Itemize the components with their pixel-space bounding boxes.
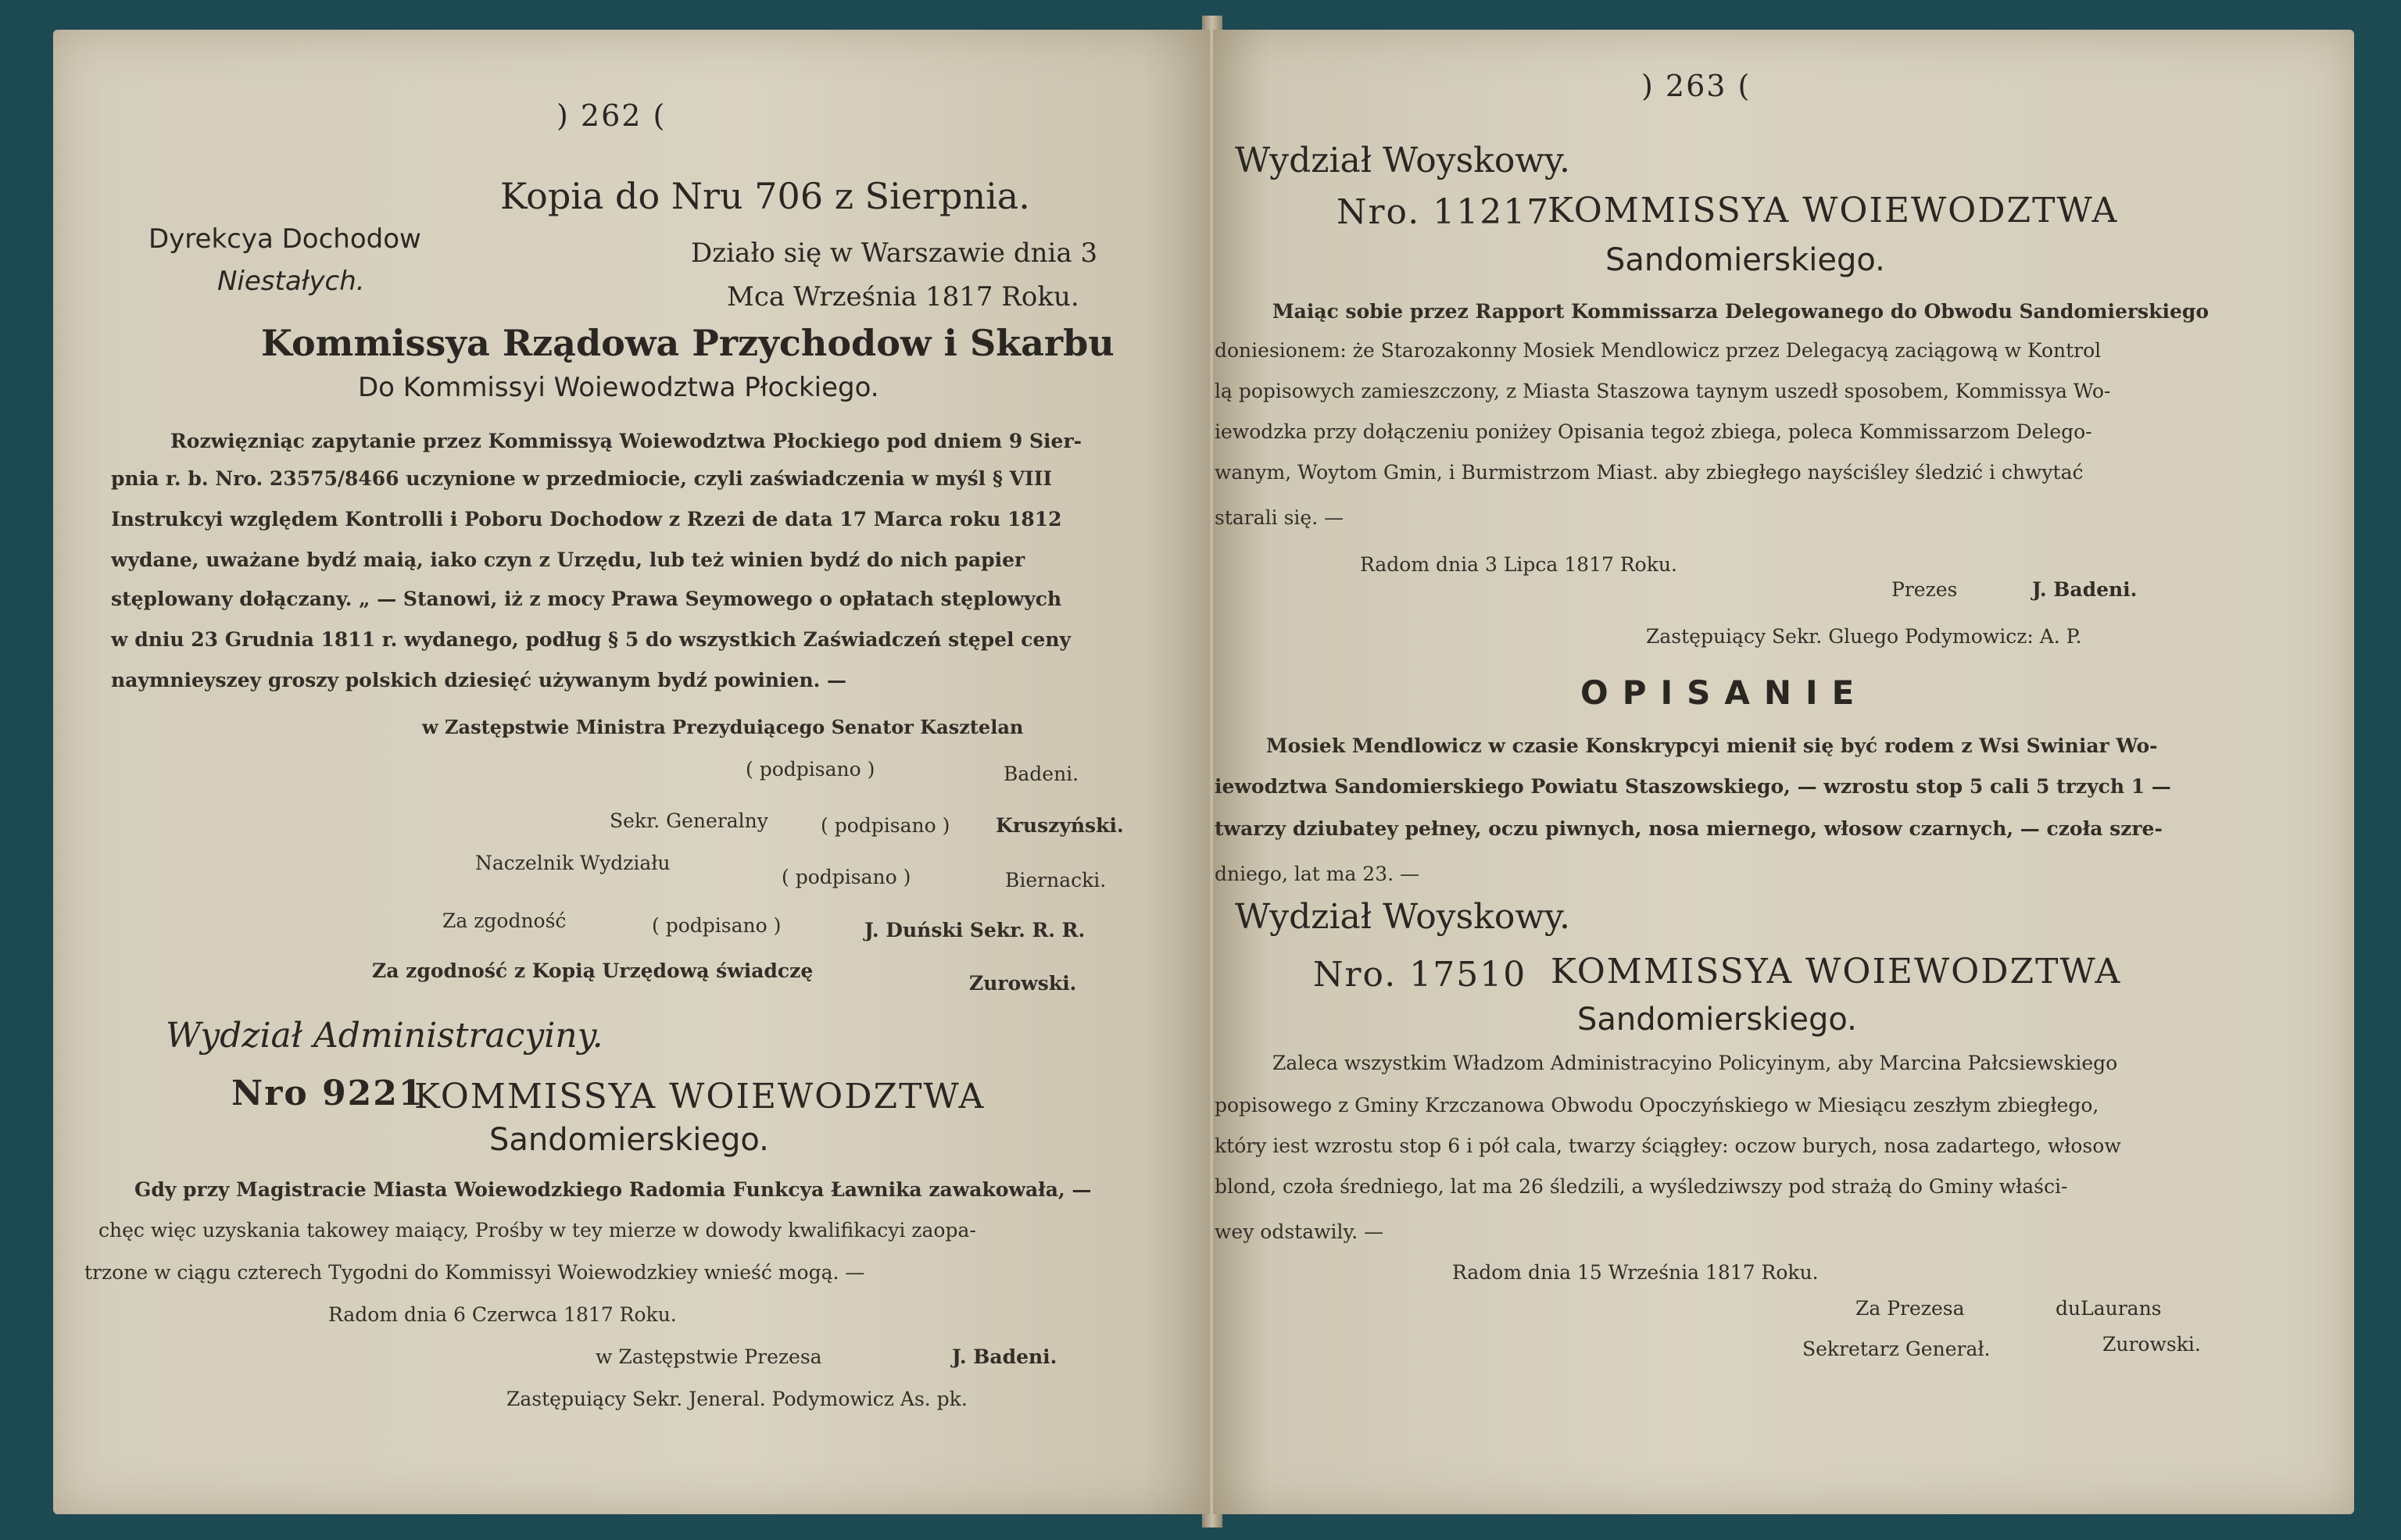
zastepuiacy-sekr-right: Zastępuiący Sekr. Gluego Podymowicz: A. P.	[1646, 625, 2082, 648]
page-number-right: ) 263 (	[1641, 69, 1752, 103]
date-line-2: Mca Września 1817 Roku.	[727, 281, 1079, 313]
left-para2-line: chęc więc uzyskania takowey maiący, Prośby w tey mierze w dowody kwalifikacyi zaopa-	[98, 1219, 976, 1242]
left-para2-line: Gdy przy Magistracie Miasta Woiewodzkiego Radomia Funkcya Ławnika zawakowała, —	[134, 1178, 1092, 1201]
kommissya-title-left: KOMMISSYA WOIEWODZTWA	[414, 1077, 986, 1117]
opis-line: iewodztwa Sandomierskiego Powiatu Staszowskiego, — wzrostu stop 5 cali 5 trzych 1 —	[1215, 775, 2171, 798]
sign-line: w Zastępstwie Ministra Prezyduiącego Senator Kasztelan	[422, 716, 1024, 738]
opis-line: twarzy dziubatey pełney, oczu piwnych, nosa miernego, włosow czarnych, — czoła szre-	[1215, 817, 2163, 840]
wydzial-administracyiny: Wydział Administracyiny.	[166, 1016, 603, 1056]
radom-date-right-2: Radom dnia 15 Września 1817 Roku.	[1452, 1261, 1819, 1284]
paragraph-line: wydane, uważane bydź maią, iako czyn z Urzędu, lub też winien bydź do nich papier	[111, 548, 1025, 571]
right-para2-line: Zaleca wszystkim Władzom Administracyino Policyinym, aby Marcina Pałcsiewskiego	[1272, 1052, 2118, 1074]
right-para1-line: iewodzka przy dołączeniu poniżey Opisania tegoż zbiega, poleca Kommissarzom Delego-	[1215, 420, 2092, 443]
sign-badeni: Badeni.	[1004, 763, 1079, 785]
zgodnosc-label: Za zgodność	[442, 909, 567, 932]
prezes-name: J. Badeni.	[2032, 578, 2138, 601]
za-prezesa: Za Prezesa	[1855, 1297, 1965, 1320]
sekretarz-name: Zurowski.	[2102, 1333, 2201, 1356]
sekr-name: Kruszyński.	[996, 814, 1124, 837]
dept-line-2: Niestałych.	[217, 266, 365, 297]
radom-date-right-1: Radom dnia 3 Lipca 1817 Roku.	[1360, 553, 1677, 576]
right-para1-line: Maiąc sobie przez Rapport Kommissarza Delegowanego do Obwodu Sandomierskiego	[1272, 300, 2210, 323]
paragraph-line: Rozwięzniąc zapytanie przez Kommissyą Woiewodztwa Płockiego pod dniem 9 Sier-	[170, 430, 1082, 452]
left-para2-line: trzone w ciągu czterech Tygodni do Kommissyi Woiewodzkiey wnieść mogą. —	[84, 1261, 865, 1284]
right-para1-line: doniesionem: że Starozakonny Mosiek Mendlowicz przez Delegacyą zaciągową w Kontrol	[1215, 339, 2102, 362]
page-number-left: ) 262 (	[556, 98, 667, 133]
wydzial-woyskowy-1: Wydział Woyskowy.	[1235, 141, 1570, 180]
nacz-name: Biernacki.	[1005, 869, 1107, 891]
nro-9221: Nro 9221	[231, 1074, 424, 1113]
right-para2-line: wey odstawily. —	[1215, 1220, 1384, 1243]
date-line-1: Działo się w Warszawie dnia 3	[691, 238, 1098, 269]
nro-17510: Nro. 17510	[1313, 955, 1527, 995]
prezes-label: Prezes	[1891, 578, 1958, 601]
laurans-name: duLaurans	[2056, 1297, 2162, 1320]
right-para2-line: który iest wzrostu stop 6 i pół cala, twarzy ściągłey: oczow burych, nosa zadartego, włosow	[1215, 1134, 2121, 1157]
opis-line: dniego, lat ma 23. —	[1215, 863, 1419, 885]
right-para2-line: popisowego z Gminy Krzczanowa Obwodu Opoczyńskiego w Miesiącu zeszłym zbiegłego,	[1215, 1094, 2099, 1117]
zgodnosc-podpisano: ( podpisano )	[652, 914, 782, 937]
right-para2-line: blond, czoła średniego, lat ma 26 śledzili, a wyśledziwszy pod strażą do Gminy właści-	[1215, 1175, 2068, 1198]
opisanie-heading: OPISANIE	[1580, 674, 1869, 712]
zgodnosc-kopia-label: Za zgodność z Kopią Urzędową świadczę	[372, 959, 814, 982]
sign-podpisano: ( podpisano )	[746, 758, 875, 781]
commission-title: Kommissya Rządowa Przychodow i Skarbu	[261, 322, 1115, 364]
sekr-label: Sekr. Generalny	[610, 809, 768, 832]
dept-line-1: Dyrekcya Dochodow	[148, 223, 421, 255]
right-para1-line: wanym, Woytom Gmin, i Burmistrzom Miast. aby zbiegłego nayściśley śledzić i chwytać	[1215, 461, 2084, 484]
sandomierskiego-right-2: Sandomierskiego.	[1577, 1002, 1857, 1038]
sekretarz-label: Sekretarz Generał.	[1802, 1338, 1991, 1360]
zgodnosc-kopia-name: Zurowski.	[969, 972, 1077, 995]
paragraph-line: naymnieyszey groszy polskich dziesięć używanym bydź powinien. —	[111, 669, 847, 691]
sandomierskiego-left: Sandomierskiego.	[489, 1122, 769, 1158]
zastepstwie-name: J. Badeni.	[952, 1345, 1057, 1368]
paragraph-line: Instrukcyi względem Kontrolli i Poboru Dochodow z Rzezi de data 17 Marca roku 1812	[111, 508, 1062, 531]
zastepstwie-line: w Zastępstwie Prezesa	[596, 1345, 822, 1368]
paragraph-line: pnia r. b. Nro. 23575/8466 uczynione w przedmiocie, czyli zaświadczenia w myśl § VIII	[111, 467, 1053, 490]
sandomierskiego-right-1: Sandomierskiego.	[1605, 242, 1885, 278]
kommissya-title-right-2: KOMMISSYA WOIEWODZTWA	[1551, 952, 2122, 992]
opis-line: Mosiek Mendlowicz w czasie Konskrypcyi mienił się być rodem z Wsi Swiniar Wo-	[1266, 734, 2158, 757]
kommissya-title-right-1: KOMMISSYA WOIEWODZTWA	[1548, 191, 2119, 230]
heading-kopia: Kopia do Nru 706 z Sierpnia.	[500, 175, 1030, 217]
paragraph-line: w dniu 23 Grudnia 1811 r. wydanego, podług § 5 do wszystkich Zaświadczeń stępel ceny	[111, 628, 1072, 651]
nro-11217: Nro. 11217	[1336, 192, 1551, 232]
radom-date-left: Radom dnia 6 Czerwca 1817 Roku.	[328, 1303, 677, 1326]
nacz-podpisano: ( podpisano )	[782, 866, 911, 888]
right-para1-line: lą popisowych zamieszczony, z Miasta Staszowa taynym uszedł sposobem, Kommissya Wo-	[1215, 380, 2111, 402]
wydzial-woyskowy-2: Wydział Woyskowy.	[1235, 897, 1570, 937]
nacz-label: Naczelnik Wydziału	[475, 852, 671, 874]
sekr-podpisano: ( podpisano )	[821, 814, 950, 837]
addressee: Do Kommissyi Woiewodztwa Płockiego.	[358, 372, 879, 403]
zastepuiacy-sekr-left: Zastępuiący Sekr. Jeneral. Podymowicz As. pk.	[506, 1388, 968, 1410]
paragraph-line: stęplowany dołączany. „ — Stanowi, iż z mocy Prawa Seymowego o opłatach stęplowych	[111, 588, 1062, 610]
right-para1-line: starali się. —	[1215, 506, 1344, 529]
zgodnosc-name: J. Duński Sekr. R. R.	[864, 919, 1086, 942]
